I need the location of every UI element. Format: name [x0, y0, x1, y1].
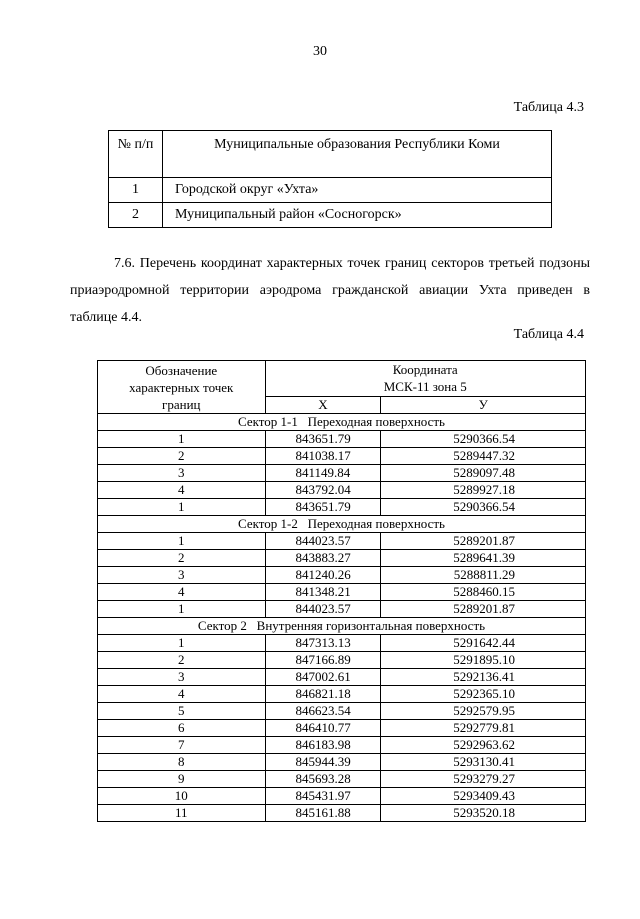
header-points-line3: границ — [162, 396, 201, 412]
y-cell: 5291895.10 — [381, 652, 586, 669]
point-cell: 1 — [98, 431, 266, 448]
table-4-3-caption: Таблица 4.3 — [513, 100, 584, 115]
point-cell: 1 — [98, 601, 266, 618]
table-row — [98, 805, 586, 822]
y-cell: 5291642.44 — [381, 635, 586, 652]
table-row — [98, 686, 586, 703]
table-header-row — [109, 131, 552, 178]
table-row — [98, 431, 586, 448]
y-cell: 5290366.54 — [381, 499, 586, 516]
point-cell: 4 — [98, 686, 266, 703]
point-cell: 2 — [98, 448, 266, 465]
table-row — [98, 601, 586, 618]
header-points — [98, 361, 266, 414]
table-row — [98, 584, 586, 601]
header-num: № п/п — [109, 131, 163, 178]
table-row — [109, 178, 552, 203]
y-cell: 5292136.41 — [381, 669, 586, 686]
table-row — [98, 448, 586, 465]
y-cell: 5292779.81 — [381, 720, 586, 737]
x-cell: 847166.89 — [265, 652, 381, 669]
table-row — [98, 703, 586, 720]
x-cell: 845944.39 — [265, 754, 381, 771]
table-4-4 — [97, 360, 586, 822]
table-row — [98, 465, 586, 482]
table-row — [98, 482, 586, 499]
table-4-4-caption: Таблица 4.4 — [513, 327, 584, 342]
x-cell: 845431.97 — [265, 788, 381, 805]
y-cell: 5293409.43 — [381, 788, 586, 805]
y-cell: 5289927.18 — [381, 482, 586, 499]
row-num: 1 — [109, 178, 163, 203]
table-4-4-body — [98, 414, 586, 822]
table-row — [98, 652, 586, 669]
x-cell: 847313.13 — [265, 635, 381, 652]
x-cell: 846410.77 — [265, 720, 381, 737]
row-municipality: Городской округ «Ухта» — [163, 178, 552, 203]
sector-title: Сектор 1-2 Переходная поверхность — [98, 516, 586, 533]
table-row — [98, 533, 586, 550]
page-number: 30 — [313, 44, 327, 59]
row-num: 2 — [109, 203, 163, 228]
sector-row — [98, 414, 586, 431]
y-cell: 5292579.95 — [381, 703, 586, 720]
table-row — [98, 720, 586, 737]
sector-title: Сектор 2 Внутренняя горизонтальная поверхность — [98, 618, 586, 635]
y-cell: 5289201.87 — [381, 601, 586, 618]
x-cell: 841038.17 — [265, 448, 381, 465]
x-cell: 843651.79 — [265, 499, 381, 516]
sector-title: Сектор 1-1 Переходная поверхность — [98, 414, 586, 431]
table-header-row — [98, 361, 586, 397]
x-cell: 846183.98 — [265, 737, 381, 754]
y-cell: 5289201.87 — [381, 533, 586, 550]
point-cell: 4 — [98, 482, 266, 499]
point-cell: 8 — [98, 754, 266, 771]
table-row — [98, 788, 586, 805]
table-row — [98, 771, 586, 788]
table-row — [109, 203, 552, 228]
table-row — [98, 499, 586, 516]
point-cell: 1 — [98, 533, 266, 550]
point-cell: 5 — [98, 703, 266, 720]
table-row — [98, 669, 586, 686]
point-cell: 2 — [98, 550, 266, 567]
table-4-3 — [108, 130, 552, 228]
header-coordinate-line2: МСК-11 зона 5 — [383, 379, 467, 395]
point-cell: 3 — [98, 669, 266, 686]
point-cell: 11 — [98, 805, 266, 822]
x-cell: 841348.21 — [265, 584, 381, 601]
x-cell: 841240.26 — [265, 567, 381, 584]
header-municipality: Муниципальные образования Республики Коми — [163, 131, 552, 178]
y-cell: 5292365.10 — [381, 686, 586, 703]
x-cell: 843792.04 — [265, 482, 381, 499]
sector-row — [98, 516, 586, 533]
x-cell: 844023.57 — [265, 601, 381, 618]
x-cell: 845161.88 — [265, 805, 381, 822]
sector-row — [98, 618, 586, 635]
y-cell: 5288811.29 — [381, 567, 586, 584]
y-cell: 5289097.48 — [381, 465, 586, 482]
point-cell: 4 — [98, 584, 266, 601]
table-row — [98, 567, 586, 584]
x-cell: 843651.79 — [265, 431, 381, 448]
x-cell: 845693.28 — [265, 771, 381, 788]
point-cell: 1 — [98, 499, 266, 516]
y-cell: 5293130.41 — [381, 754, 586, 771]
point-cell: 1 — [98, 635, 266, 652]
x-cell: 843883.27 — [265, 550, 381, 567]
y-cell: 5292963.62 — [381, 737, 586, 754]
x-cell: 846623.54 — [265, 703, 381, 720]
table-row — [98, 754, 586, 771]
body-paragraph: 7.6. Перечень координат характерных точек границ секторов третьей подзоны приаэродромной территории аэродрома гражданской авиации Ухта приведен в таблице 4.4. — [70, 256, 590, 325]
point-cell: 10 — [98, 788, 266, 805]
header-points-line1: Обозначение — [145, 362, 218, 378]
header-coordinate — [265, 361, 585, 397]
point-cell: 3 — [98, 465, 266, 482]
y-cell: 5288460.15 — [381, 584, 586, 601]
header-points-line2: характерных точек — [129, 379, 234, 395]
table-row — [98, 737, 586, 754]
x-cell: 847002.61 — [265, 669, 381, 686]
row-municipality: Муниципальный район «Сосногорск» — [163, 203, 552, 228]
x-cell: 846821.18 — [265, 686, 381, 703]
header-coordinate-line1: Координата — [392, 362, 458, 378]
table-row — [98, 550, 586, 567]
x-cell: 841149.84 — [265, 465, 381, 482]
header-y: У — [381, 396, 586, 413]
point-cell: 6 — [98, 720, 266, 737]
y-cell: 5290366.54 — [381, 431, 586, 448]
y-cell: 5293279.27 — [381, 771, 586, 788]
y-cell: 5293520.18 — [381, 805, 586, 822]
table-row — [98, 635, 586, 652]
point-cell: 7 — [98, 737, 266, 754]
y-cell: 5289447.32 — [381, 448, 586, 465]
y-cell: 5289641.39 — [381, 550, 586, 567]
point-cell: 9 — [98, 771, 266, 788]
point-cell: 3 — [98, 567, 266, 584]
header-x: X — [265, 396, 381, 413]
x-cell: 844023.57 — [265, 533, 381, 550]
point-cell: 2 — [98, 652, 266, 669]
